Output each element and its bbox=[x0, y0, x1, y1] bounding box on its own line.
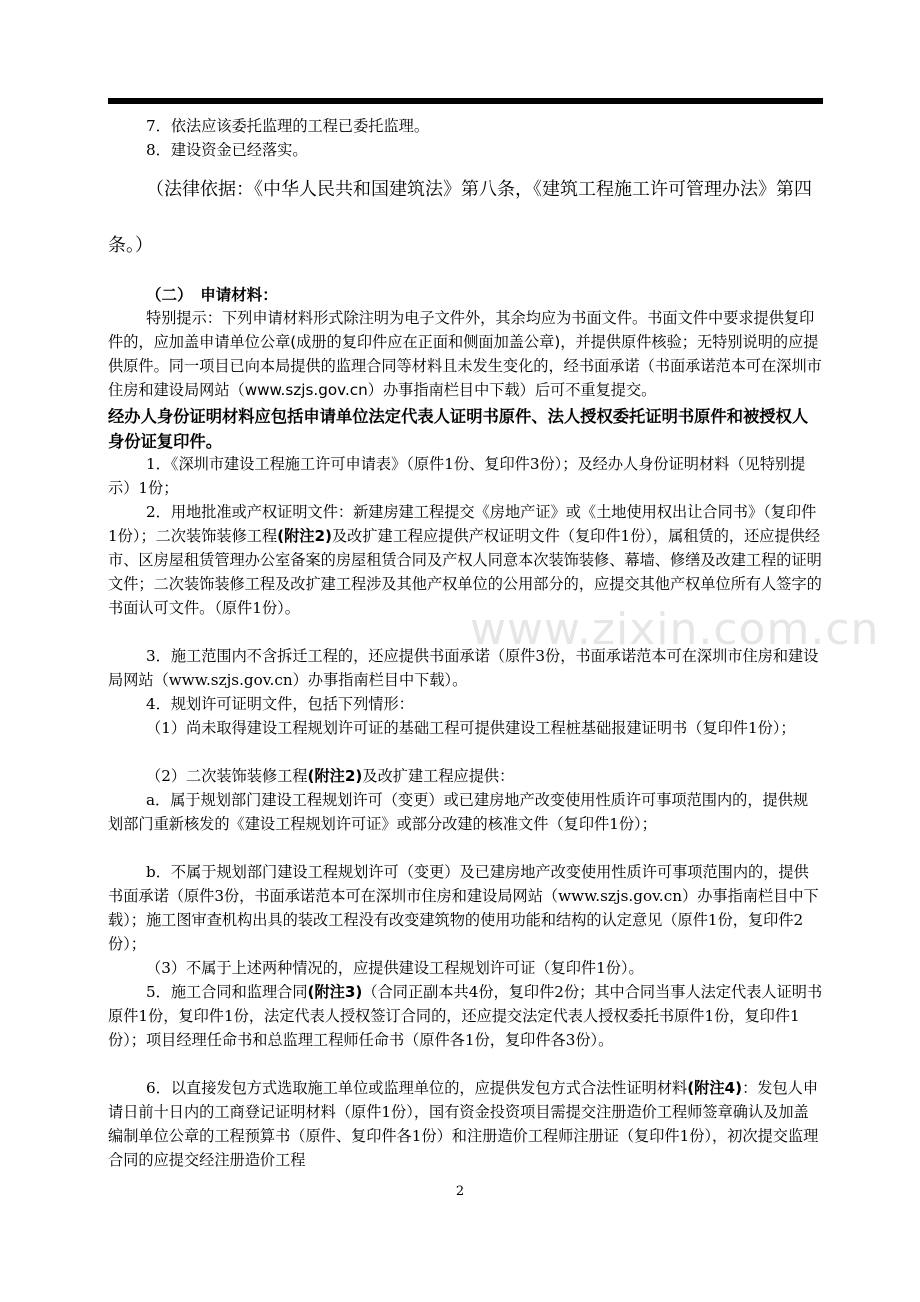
watermark: www.zixin.com.cn bbox=[470, 604, 880, 655]
material-6-text: 6．以直接发包方式选取施工单位或监理单位的，应提供发包方式合法性证明材料 bbox=[146, 1079, 688, 1097]
page-number: 2 bbox=[455, 1184, 465, 1199]
material-5-text: 5．施工合同和监理合同 bbox=[146, 983, 308, 1001]
material-1: 1．《深圳市建设工程施工许可申请表》（原件1份、复印件3份）；及经办人身份证明材料（见特别提示）1份； bbox=[108, 455, 806, 497]
section-heading: （二） 申请材料： bbox=[146, 286, 278, 304]
annex-note: (附注2) bbox=[277, 527, 332, 545]
material-4-2-b: b．不属于规划部门建设工程规划许可（变更）及已建房地产改变使用性质许可事项范围内的，提供书面承诺（原件3份，书面承诺范本可在深圳市住房和建设局网站（www.szjs.gov.cn）办事指南栏目中下载）；施工图审查机构出具的装改工程没有改变建筑物的使用功能和结构的认定意见（原件1份，复印件2份）； bbox=[108, 863, 819, 953]
annex-note: (附注3) bbox=[307, 983, 363, 1001]
material-4-3: （3）不属于上述两种情况的，应提供建设工程规划许可证（复印件1份）。 bbox=[146, 959, 644, 977]
material-5-text-cont: （合同正副本共4份，复印件2份；其中合同当事人法定代表人证明书原件1份，复印件1份，法定代表人授权签订合同的，还应提交法定代表人授权委托书原件1份，复印件1份）；项目经理任命书和总监理工程师任命书（原件各1份，复印件各3份）。 bbox=[108, 983, 823, 1049]
material-4-2-text: （2）二次装饰装修工程 bbox=[146, 767, 308, 785]
annex-note: (附注4) bbox=[687, 1079, 743, 1097]
item-7: 7．依法应该委托监理的工程已委托监理。 bbox=[146, 117, 430, 135]
material-6-text-cont: ：发包人申请日前十日内的工商登记证明材料（原件1份），国有资金投资项目需提交注册造价工程师签章确认及加盖编制单位公章的工程预算书（原件、复印件各1份）和注册造价工程师注册证（复印件1份），初次提交监理合同的应提交经注册造价工程 bbox=[108, 1079, 819, 1169]
material-3: 3．施工范围内不含拆迁工程的，还应提供书面承诺（原件3份，书面承诺范本可在深圳市住房和建设局网站（www.szjs.gov.cn）办事指南栏目中下载）。 bbox=[108, 647, 819, 689]
material-2 bbox=[108, 500, 823, 620]
annex-note: (附注2) bbox=[307, 767, 363, 785]
material-4-2 bbox=[108, 764, 823, 788]
special-note: 特别提示：下列申请材料形式除注明为电子文件外，其余均应为书面文件。书面文件中要求提供复印件的，应加盖申请单位公章(成册的复印件应在正面和侧面加盖公章)，并提供原件核验；无特别说明的应提供原件。同一项目已向本局提供的监理合同等材料且未发生变化的，经书面承诺（书面承诺范本可在深圳市住房和建设局网站（www.szjs.gov.cn）办事指南栏目中下载）后可不重复提交。 bbox=[108, 309, 822, 399]
id-note: 经办人身份证明材料应包括申请单位法定代表人证明书原件、法人授权委托证明书原件和被授权人身份证复印件。 bbox=[108, 407, 809, 451]
header-rule bbox=[108, 98, 823, 104]
material-2-text: 2．用地批准或产权证明文件：新建房建工程提交《房地产证》或《土地使用权出让合同书》（复印件1份）；二次装饰装修工程 bbox=[108, 503, 817, 545]
material-2-text-cont: 及改扩建工程应提供产权证明文件（复印件1份），属租赁的，还应提供经市、区房屋租赁管理办公室备案的房屋租赁合同及产权人同意本次装饰装修、幕墙、修缮及改建工程的证明文件；二次装饰装修工程及改扩建工程涉及其他产权单位的公用部分的，应提交其他产权单位所有人签字的书面认可文件。（原件1份）。 bbox=[108, 527, 822, 617]
material-6 bbox=[108, 1076, 823, 1172]
material-5 bbox=[108, 980, 823, 1052]
material-4-2-a: a．属于规划部门建设工程规划许可（变更）或已建房地产改变使用性质许可事项范围内的，提供规划部门重新核发的《建设工程规划许可证》或部分改建的核准文件（复印件1份）； bbox=[108, 791, 809, 833]
material-4: 4．规划许可证明文件，包括下列情形： bbox=[146, 695, 414, 713]
legal-basis: （法律依据：《中华人民共和国建筑法》第八条，《建筑工程施工许可管理办法》第四条。） bbox=[108, 179, 812, 256]
item-8: 8．建设资金已经落实。 bbox=[146, 141, 308, 159]
material-4-1: （1）尚未取得建设工程规划许可证的基础工程可提供建设工程桩基础报建证明书（复印件1份）； bbox=[146, 719, 796, 737]
material-4-2-text-cont: 及改扩建工程应提供： bbox=[362, 767, 515, 785]
